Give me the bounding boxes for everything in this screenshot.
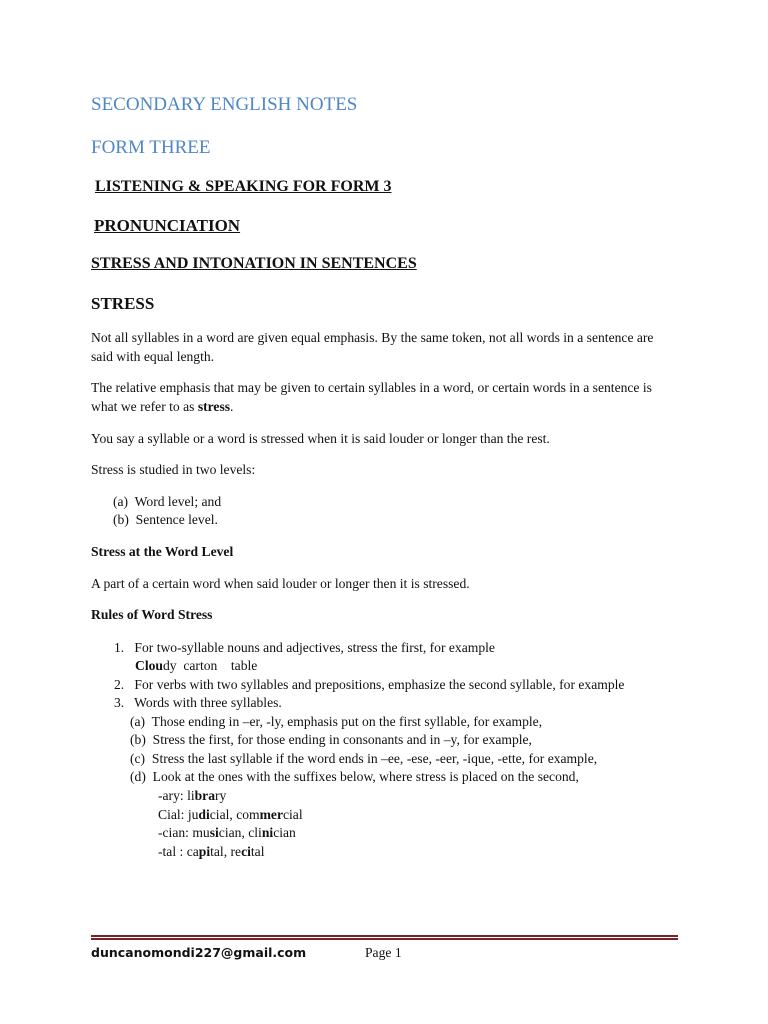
pronunciation-heading: PRONUNCIATION [94,216,241,235]
section-heading: LISTENING & SPEAKING FOR FORM 3 [95,178,392,195]
page-number: Page 1 [365,945,402,960]
paragraph-word-level: A part of a certain word when said louder or longer then it is stressed. [91,576,470,591]
list-item: (a) Word level; and [113,494,222,509]
list-item: (a) Those ending in –er, -ly, emphasis put on the first syllable, for example, [130,714,543,729]
rules-heading: Rules of Word Stress [91,607,213,622]
paragraph-levels-intro: Stress is studied in two levels: [91,462,256,477]
list-item: 3. Words with three syllables. [114,695,282,710]
list-item: 1. For two-syllable nouns and adjectives, stress the first, for example [114,640,495,655]
footer-divider [91,935,678,940]
paragraph-stress-definition: The relative emphasis that may be given to certain syllables in a word, or certain words in a sentence is what we refer to as stress. [91,380,652,414]
suffix-ary: -ary: library [158,788,227,803]
list-item: 2. For verbs with two syllables and prepositions, emphasize the second syllable, for example [114,677,625,692]
list-item: (d) Look at the ones with the suffixes below, where stress is placed on the second, [130,769,579,784]
paragraph-emphasis: Not all syllables in a word are given equal emphasis. By the same token, not all words in a sentence are said with equal length. [91,330,654,364]
list-item: (b) Stress the first, for those ending in consonants and in –y, for example, [130,732,532,747]
paragraph-stressed-syllable: You say a syllable or a word is stressed when it is said louder or longer than the rest. [91,431,550,446]
list-item: (b) Sentence level. [113,512,218,527]
suffix-tal: -tal : capital, recital [158,844,265,859]
footer-email: duncanomondi227@gmail.com [91,945,307,960]
form-heading: FORM THREE [91,137,211,158]
suffix-cian: -cian: musician, clinician [158,825,296,840]
document-title: SECONDARY ENGLISH NOTES [91,94,358,115]
word-level-heading: Stress at the Word Level [91,544,234,559]
suffix-cial: Cial: judicial, commercial [158,807,303,822]
list-item: (c) Stress the last syllable if the word ends in –ee, -ese, -eer, -ique, -ette, for example, [130,751,598,766]
rule1-example: Cloudy carton table [135,658,258,673]
topic-heading: STRESS AND INTONATION IN SENTENCES [91,255,417,272]
stress-heading: STRESS [91,294,155,313]
